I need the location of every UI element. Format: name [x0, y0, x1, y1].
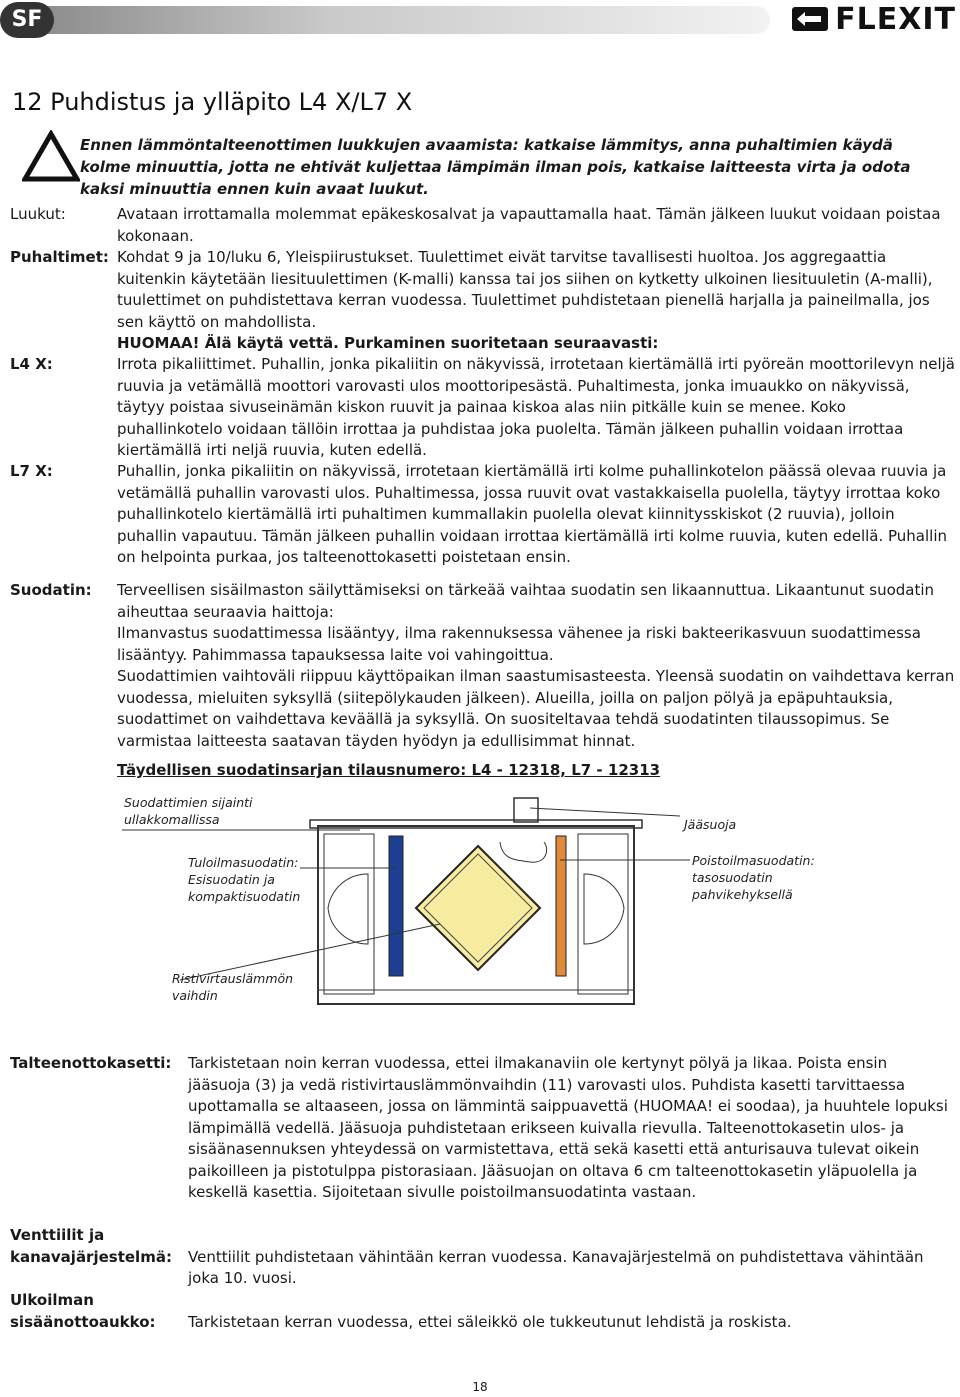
l4x-text: Irrota pikaliittimet. Puhallin, jonka pikaliitin on näkyvissä, irrotetaan kiertämällä irti pyöreän moottorilevyn neljä ruuvia ja vetämällä moottori varovasti ulos moottoripesästä. Puhaltimesta, jonka imuaukko on näkyvissä, täytyy poistaa sivuseinämän kiskon ruuvit ja painaa kiskoa alas niin pitkälle kuin se menee. Koko puhallinkotelo voidaan tällöin irrottaa ja puhdistaa joka puolelta. Tämän jälkeen puhallin voidaan irrottaa kiertämällä irti neljä ruuvia, kuten edellä. — [117, 355, 956, 459]
warning-text: Ennen lämmöntalteenottimen luukkujen avaamista: katkaise lämmitys, anna puhaltimien käydä kolme minuuttia, jotta ne ehtivät kuljettaa lämpimän ilman pois, katkaise laitteesta virta ja odota kaksi minuuttia ennen kuin avaat luukut. — [80, 136, 911, 198]
talteenotto-text: Tarkistetaan noin kerran vuodessa, ettei ilmakanaviin ole kertynyt pölyä ja likaa. Poista ensin jääsuoja (3) ja vedä ristivirtauslämmönvaihdin (11) varovasti ulos. Puhdista kasetti tarvittaessa upottamalla se altaaseen, jossa on lämmintä saippuavettä (HUOMAA! ei soodaa), ja huuhtele lopuksi lämpimällä vedellä. Jääsuoja puhdistetaan erikseen kuivalla rievulla. Talteenottokasetin ulos- ja sisäänasennuksen yhteydessä on varmistettava, että sekä kasetti että anturisauva tulevat oikein paikoilleen ja pistotulppa pistorasiaan. Jääsuojan on oltava 6 cm talteenottokasetin yläpuolella ja keskellä kasettia. Sijoitetaan sivulle poistoilmansuodatinta vastaan. — [188, 1054, 948, 1201]
warning-icon — [22, 130, 80, 182]
page-number: 18 — [472, 1380, 488, 1394]
luukut-text: Avataan irrottamalla molemmat epäkeskosalvat ja vapauttamalla haat. Tämän jälkeen luukut voidaan poistaa kokonaan. — [117, 205, 941, 245]
ulkoilman-text: Tarkistetaan kerran vuodessa, ettei säleikkö ole tukkeutunut lehdistä ja roskista. — [188, 1312, 792, 1331]
suodatin-para-1: Terveellisen sisäilmaston säilyttämiseksi on tärkeää vaihtaa suodatin sen likaannuttua. Likaantunut suodatin aiheuttaa seuraavia haittoja: — [117, 581, 935, 621]
suodatin-para-3: Suodattimien vaihtoväli riippuu käyttöpaikan ilman saastumisasteesta. Yleensä suodatin on vaihdettava kerran vuodessa, mieluiten syksyllä (siitepölykauden jälkeen). Alueilla, joilla on paljon pölyä ja epäpuhtauksia, suodattimet on vaihdettava keväällä ja syksyllä. On suositeltavaa tehdä suodatinten tilaussopimus. Se varmistaa laitteesta saatavan täyden hyödyn ja edullisimmat hinnat. — [117, 667, 955, 750]
flexit-arrow-icon — [791, 6, 829, 32]
flexit-logo — [791, 2, 956, 36]
order-number: Täydellisen suodatinsarjan tilausnumero: L4 - 12318, L7 - 12313 — [117, 761, 661, 779]
callout-frost-guard: Jääsuoja — [684, 817, 737, 832]
callout-filter-location: Suodattimien sijainti ullakkomallissa — [124, 795, 253, 827]
l7x-text: Puhallin, jonka pikaliitin on näkyvissä, irrotetaan kiertämällä irti kolme puhallinkotelon päässä olevaa ruuvia ja vetämällä puhallin varovasti ulos. Puhaltimessa, jossa ruuvit ovat vastakkaisella puolella, täytyy irrottaa koko puhallinkotelo kiertämällä irti puhaltimen kummallakin puolella olevat kiinnitysskiskot (2 ruuvia), jolloin puhallin vapautuu. Tämän jälkeen puhallin voidaan irrottaa kiertämällä irti kolme ruuvia, kuten edellä. Puhallin on helpointa purkaa, jos talteenottokasetti poistetaan ensin. — [117, 462, 948, 566]
l4x-label: L4 X: — [10, 355, 53, 373]
ulkoilman-label-2: sisäänottoaukko: — [10, 1312, 156, 1331]
callout-exhaust-filter: Poistoilmasuodatin: tasosuodatin pahvikehyksellä — [692, 853, 815, 902]
puhaltimet-label: Puhaltimet: — [10, 248, 109, 266]
brand-name: FLEXIT — [835, 1, 956, 37]
callout-supply-filter: Tuloilmasuodatin: Esisuodatin ja kompaktisuodatin — [188, 855, 301, 904]
venttiilit-label-2: kanavajärjestelmä: — [10, 1247, 172, 1266]
unit-diagram — [110, 790, 830, 1020]
supply-filter — [389, 836, 403, 976]
suodatin-label: Suodatin: — [10, 581, 92, 599]
luukut-label: Luukut: — [10, 205, 66, 223]
page-title: 12 Puhdistus ja ylläpito L4 X/L7 X — [12, 88, 413, 116]
exhaust-filter — [556, 836, 566, 976]
header-gradient-bar — [30, 6, 770, 34]
puhaltimet-text: Kohdat 9 ja 10/luku 6, Yleispiirustukset. Tuulettimet eivät tarvitse tavallisesti huoltoa. Jos aggregaattia kuitenkin käytetään liesituulettimen (K-malli) kanssa tai jos siihen on kytketty ulkoinen liesituuletin (A-malli), tuulettimet on puhdistettava kerran vuodessa. Tuulettimet puhdistetaan pienellä harjalla ja paineilmalla, jos sen käyttö on mahdollista. — [117, 248, 933, 331]
ulkoilman-label-1: Ulkoilman — [10, 1291, 94, 1309]
venttiilit-label-1: Venttiilit ja — [10, 1226, 105, 1244]
talteenotto-label: Talteenottokasetti: — [10, 1054, 172, 1072]
l7x-label: L7 X: — [10, 462, 53, 480]
callout-heat-exchanger: Ristivirtauslämmön vaihdin — [172, 971, 294, 1003]
venttiilit-text: Venttiilit puhdistetaan vähintään kerran vuodessa. Kanavajärjestelmä on puhdistettava vähintään joka 10. vuosi. — [188, 1247, 924, 1287]
page-header — [0, 0, 960, 40]
suodatin-para-2: Ilmanvastus suodattimessa lisääntyy, ilma rakennuksessa vähenee ja riski bakteerikasvuun suodattimessa lisääntyy. Pahimmassa tapauksessa laite voi vahingoittua. — [117, 624, 921, 664]
language-badge: SF — [0, 2, 54, 38]
heat-exchanger — [416, 846, 540, 970]
puhaltimet-note: HUOMAA! Älä käytä vettä. Purkaminen suoritetaan seuraavasti: — [117, 334, 659, 352]
